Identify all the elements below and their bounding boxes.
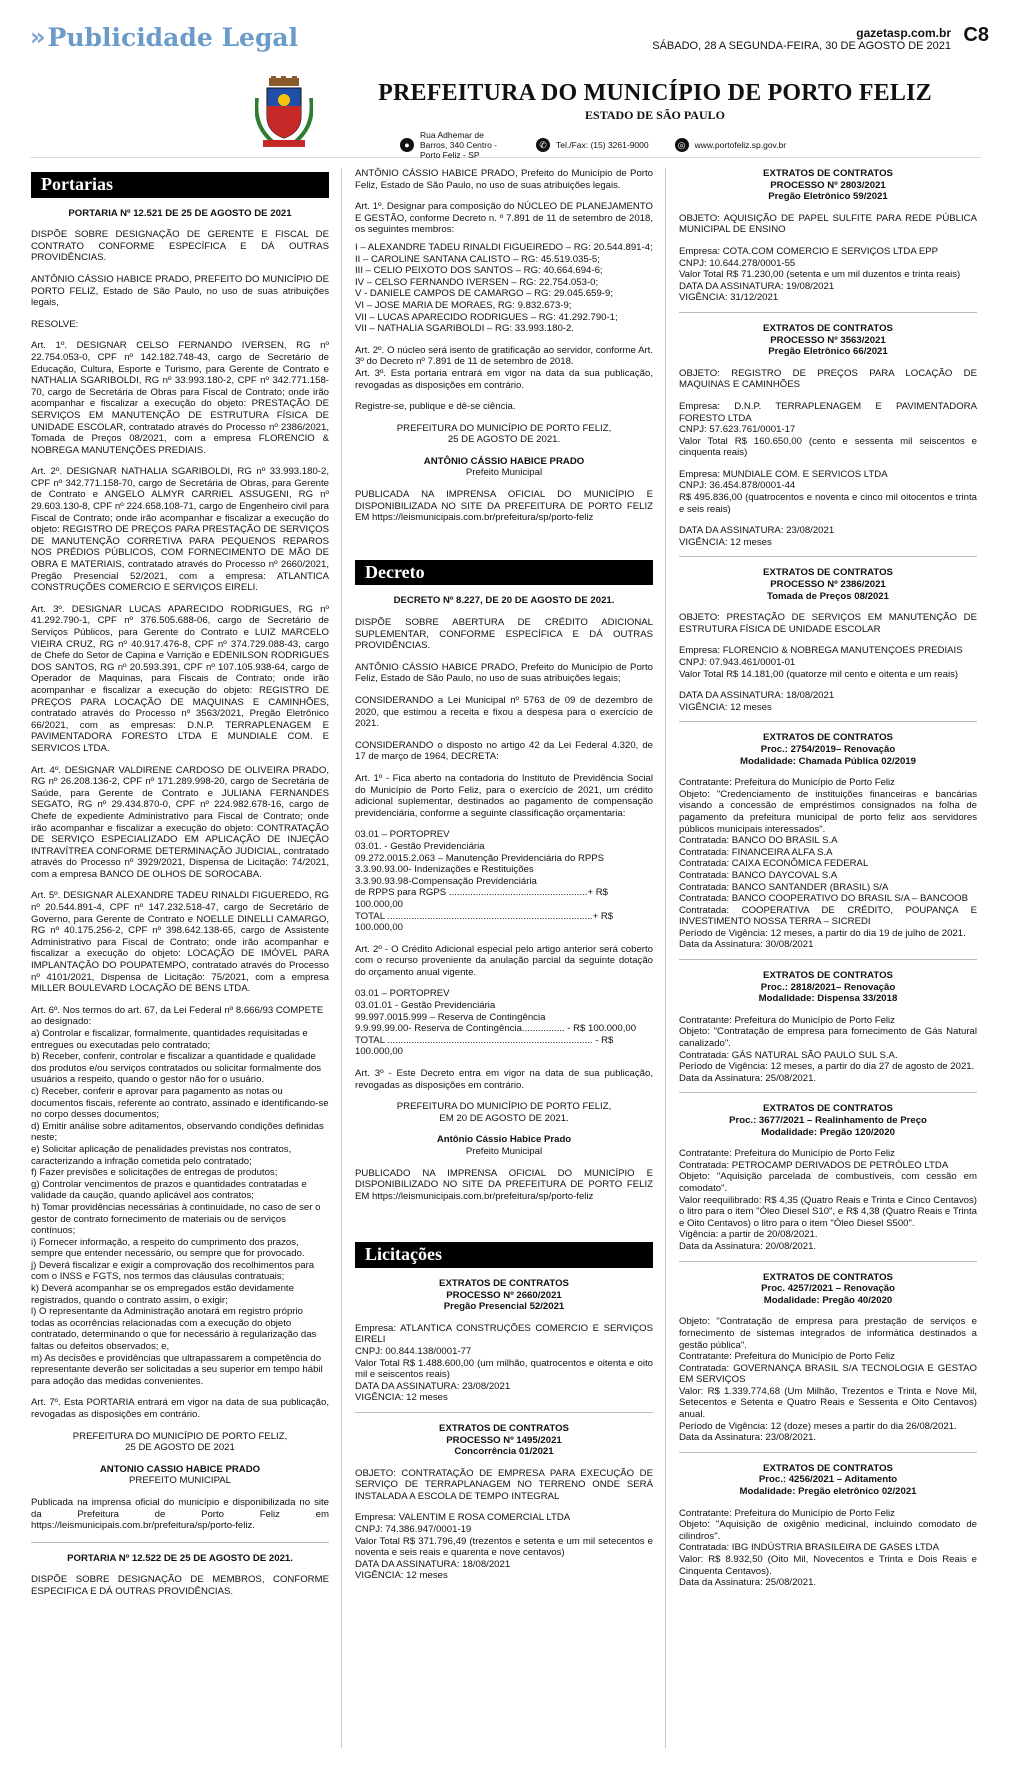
list-item: VII – LUCAS APARECIDO RODRIGUES – RG: 41.292.790-1; [355, 311, 618, 323]
contract-extract [679, 1463, 977, 1589]
extract-modality: Modalidade: Chamada Pública 02/2019 [740, 755, 916, 767]
signature-name: ANTÔNIO CÁSSIO HABICE PRADO [423, 455, 585, 467]
extract-line: Objeto: "Aquisição de oxigênio medicinal, incluindo comodato de cilindros". [679, 1519, 977, 1542]
list-item: m) As decisões e providências que ultrapassarem a competência do representante deverão ser solicitadas a seu superior em tempo hábil para adoção das medidas convenientes. [31, 1352, 323, 1387]
globe-icon: ◎ [675, 138, 689, 152]
contract-extract [679, 168, 977, 304]
extract-object: OBJETO: AQUISIÇÃO DE PAPEL SULFITE PARA REDE PÚBLICA MUNICIPAL DE ENSINO [679, 212, 977, 236]
section-header-decreto: Decreto [355, 560, 653, 586]
extract-object: OBJETO: PRESTAÇÃO DE SERVIÇOS EM MANUTENÇÃO DE ESTRUTURA FÍSICA DE UNIDADE ESCOLAR [679, 612, 977, 635]
municipality-title: PREFEITURA DO MUNICÍPIO DE PORTO FELIZ [378, 80, 932, 106]
extract-line: Contratante: Prefeitura do Município de Porto Feliz [679, 1148, 895, 1160]
list-item: g) Controlar vencimentos de prazos e quantidades contratadas e validade da caução, quando aplicável aos contratos; [31, 1178, 307, 1202]
site-url[interactable]: gazetasp.com.br [856, 26, 951, 40]
article-6-intro: Art. 6º. Nos termos do art. 67, da Lei Federal nº 8.666/93 COMPETE ao designado: [31, 1004, 324, 1028]
extract-line: Período de Vigência: 12 meses, a partir do dia 27 de agosto de 2021. [679, 1061, 975, 1073]
considerando: CONSIDERANDO o disposto no artigo 42 da Lei Federal 4.320, de 17 de março de 1964, DECRETA: [355, 739, 653, 763]
nucleo-members [355, 201, 653, 335]
portaria-heading: PORTARIA Nº 12.521 DE 25 DE AGOSTO DE 2021 [68, 207, 292, 219]
extract-title: EXTRATOS DE CONTRATOS [763, 168, 893, 179]
extract-line: Contratada: BANCO SANTANDER (BRASIL) S/A [679, 881, 889, 893]
extract-line: Empresa: ATLANTICA CONSTRUÇÕES COMERCIO E SERVIÇOS EIRELI [355, 1322, 653, 1346]
extract-line: Valor Total R$ 160.650,00 (cento e sessenta mil seiscentos e cinquenta reais) [679, 435, 977, 459]
extract-object: OBJETO: REGISTRO DE PREÇOS PARA LOCAÇÃO DE MAQUINAS E CAMINHÕES [679, 367, 977, 391]
section-title: Publicidade Legal [47, 22, 299, 52]
extract-line: Contratante: Prefeitura do Município de Porto Feliz [679, 1014, 895, 1026]
budget-table [355, 988, 653, 1058]
column-decreto [355, 168, 653, 1582]
extract-title: EXTRATOS DE CONTRATOS [763, 1271, 893, 1283]
list-item: e) Solicitar aplicação de penalidades previstas nos contratos, caracterizando a infração cometida pelo contratado; [31, 1143, 292, 1167]
portaria-intro: ANTÔNIO CÁSSIO HABICE PRADO, Prefeito do Município de Porto Feliz, Estado de São Paulo, no uso de suas atribuições legais. [355, 168, 653, 191]
signature-date: EM 20 DE AGOSTO DE 2021. [439, 1112, 569, 1124]
extract-line: CNPJ: 57.623.761/0001-17 [679, 424, 796, 436]
extract-line: Valor: R$ 1.339.774,68 (Um Milhão, Trezentos e Trinta e Nove Mil, Setecentos e Setenta e Quatro Reais e Sessenta e Oito Centavos) anual. [679, 1385, 977, 1421]
extract-modality: Modalidade: Pregão 120/2020 [761, 1126, 895, 1138]
divider [31, 1542, 329, 1543]
extract-line: Contratada: IBG INDÚSTRIA BRASILEIRA DE GASES LTDA [679, 1542, 940, 1554]
extract-line: DATA DA ASSINATURA: 23/08/2021 [679, 525, 835, 537]
signature-name: ANTONIO CASSIO HABICE PRADO [99, 1463, 261, 1475]
extract-modality: Modalidade: Dispensa 33/2018 [758, 993, 898, 1005]
extract-process: Proc.: 2754/2019– Renovação [760, 743, 896, 755]
extract-line: Valor Total R$ 1.488.600,00 (um milhão, quatrocentos e oitenta e oito mil e seiscentos reais) [355, 1357, 653, 1381]
signature-role: PREFEITO MUNICIPAL [129, 1475, 231, 1487]
extract-modality: Pregão Eletrônico 66/2021 [768, 346, 888, 358]
budget-line: 3.3.90.93.98-Compensação Previdenciária [355, 875, 537, 887]
extract-modality: Modalidade: Pregão 40/2020 [763, 1294, 893, 1306]
signature-role: Prefeito Municipal [465, 1146, 543, 1157]
portaria-ementa: DISPÕE SOBRE DESIGNAÇÃO DE GERENTE E FISCAL DE CONTRATO CONFORME ESPECÍFICA E DÁ OUTRAS PROVIDÊNCIAS. [31, 229, 329, 264]
budget-line: 3.3.90.93.00- Indenizações e Restituições [355, 864, 534, 876]
extract-modality: Pregão Eletrônico 59/2021 [768, 191, 888, 203]
extract-line: Valor Total R$ 71.230,00 (setenta e um mil duzentos e trinta reais) [679, 269, 961, 281]
extract-line: Contratada: BANCO DAYCOVAL S.A [679, 869, 838, 881]
extract-line: CNPJ: 00.844.138/0001-77 [355, 1345, 472, 1357]
contract-extract [679, 323, 977, 549]
budget-line: de RPPS para RGPS ....................................................+ R$ 100.000,00 [355, 887, 608, 910]
signature-block [31, 1431, 329, 1487]
site-info [652, 27, 951, 53]
budget-total: TOTAL ............................................................................. - R$ 100.000,00 [355, 1034, 614, 1058]
extract-process: Proc. 4257/2021 – Renovação [761, 1283, 895, 1295]
extract-line: Data da Assinatura: 25/08/2021. [679, 1577, 817, 1589]
extract-line: VIGÊNCIA: 12 meses [679, 536, 772, 548]
budget-line: 9.9.99.99.00- Reserva de Contingência................ - R$ 100.000,00 [355, 1023, 637, 1035]
contact-bar [400, 130, 786, 160]
extract-line: Contratada: CAIXA ECONÔMICA FEDERAL [679, 858, 869, 870]
budget-line: 99.997.0015.999 – Reserva de Contingência [355, 1011, 546, 1023]
extract-line: Período de Vigência: 12 meses, a partir do dia 19 de julho de 2021. [679, 927, 966, 939]
extract-line: VIGÊNCIA: 31/12/2021 [679, 292, 779, 304]
double-chevron-icon: » [30, 23, 40, 51]
contract-extract [679, 1272, 977, 1444]
column-divider [341, 168, 342, 1748]
divider [679, 1261, 977, 1262]
signature-block [355, 1101, 653, 1157]
contract-extract [679, 1103, 977, 1252]
extract-object: OBJETO: CONTRATAÇÃO DE EMPRESA PARA EXECUÇÃO DE SERVIÇO DE TERRAPLANAGEM NO TERRENO ONDE SERÁ INSTALADA A ESCOLA DE TEMPO INTEGRAL [355, 1467, 653, 1502]
extract-line: VIGÊNCIA: 12 meses [355, 1392, 448, 1404]
extract-line: Objeto: "Contratação de empresa para fornecimento de Gás Natural canalizado". [679, 1026, 977, 1050]
extract-line: Empresa: D.N.P. TERRAPLENAGEM E PAVIMENTADORA FORESTO LTDA [679, 400, 977, 424]
address-text: Rua Adhemar de Barros, 340 Centro - Porto Feliz - SP [420, 130, 498, 160]
extract-line: Empresa: VALENTIM E ROSA COMERCIAL LTDA [355, 1512, 571, 1524]
municipality-state: ESTADO DE SÃO PAULO [585, 108, 725, 122]
list-item: a) Controlar e fiscalizar, formalmente, quantidades requisitadas e entregues ou executadas pelo contratado; [31, 1028, 308, 1051]
signature-name: Antônio Cássio Habice Prado [436, 1134, 572, 1146]
extract-title: EXTRATOS DE CONTRATOS [763, 1103, 893, 1115]
budget-total: TOTAL .............................................................................+ R$ 100.000,00 [355, 910, 614, 934]
list-item: j) Deverá fiscalizar e exigir a comprovação dos recolhimentos para com o INSS e FGTS, nos termos das cláusulas contratuais; [31, 1259, 315, 1283]
contract-extract [355, 1278, 653, 1404]
article: Art. 2º - O Crédito Adicional especial pelo artigo anterior será coberto com o recurso proveniente da anulação parcial da seguinte dotação do orçamento anual vigente. [355, 943, 653, 978]
extract-line: Valor reequilibrado: R$ 4,35 (Quatro Reais e Trinta e Cinco Centavos) o litro para o item "Óleo Diesel S10", e R$ 4,38 (Quatro Reais e Trinta e Oito Centavos) o litro para o item "Óleo Diesel S500". [679, 1194, 977, 1229]
extract-line: Empresa: MUNDIALE COM. E SERVICOS LTDA [679, 468, 888, 480]
article: Art. 1º. Designar para composição do NÚCLEO DE PLANEJAMENTO E GESTÃO, conforme Decreto n. º 7.891 de 11 de setembro de 2018, os seguintes membros: [355, 201, 653, 236]
list-item: V - DANIELE CAMPOS DE CAMARGO – RG: 29.045.659-9; [355, 288, 614, 300]
decreto-heading: DECRETO Nº 8.227, DE 20 DE AGOSTO DE 2021. [393, 595, 615, 607]
page-number: C8 [963, 24, 989, 46]
extract-line: Data da Assinatura: 20/08/2021. [679, 1240, 817, 1252]
list-item: l) O representante da Administração anotará em registro próprio todas as ocorrências relacionadas com a execução do objeto contratado, determinando o que for necessário à regularização das faltas ou defeitos observados; e, [31, 1306, 317, 1353]
extract-line: CNPJ: 74.386.947/0001-19 [355, 1524, 472, 1536]
portaria-heading: PORTARIA Nº 12.522 DE 25 DE AGOSTO DE 2021. [67, 1552, 293, 1564]
extract-process: Proc.: 3677/2021 – Realinhamento de Preço [729, 1115, 927, 1126]
extract-line: DATA DA ASSINATURA: 19/08/2021 [679, 280, 835, 292]
publication-note: Publicada na imprensa oficial do município e disponibilizada no site da Prefeitura de Porto Feliz em https://leismunicipais.com.br/prefeitura/sp/porto-feliz. [31, 1496, 329, 1532]
considerando: CONSIDERANDO a Lei Municipal nº 5763 de 09 de dezembro de 2020, que estimou a receita e fixou a despesa para o exercício de 2021. [355, 695, 653, 730]
extract-line: Contratante: Prefeitura do Município de Porto Feliz [679, 777, 895, 789]
column-portarias [31, 168, 329, 1608]
decreto-intro: ANTÔNIO CÁSSIO HABICE PRADO, Prefeito do Município de Porto Feliz, Estado de São Paulo, no uso de suas atribuições legais; [355, 661, 653, 685]
extract-line: DATA DA ASSINATURA: 23/08/2021 [355, 1380, 511, 1392]
article: Art. 4º. DESIGNAR VALDIRENE CARDOSO DE OLIVEIRA PRADO, RG nº 26.208.136-2, CPF nº 171.289.998-20, cargo de Secretária de Saúde, para Gerente de Contrato e JULIANA FERNANDES SEGATO, RG nº 29.434.870-0, CPF nº 224.982.678-16, cargo de Chefe de expediente Administrativo para Fiscal de Contrato; onde irão acompanhar e fiscalizar a execução do objeto: CONTRATAÇÃO DE SERVIÇO ESPECIALIZADO EM APLICAÇÃO DE INJEÇÃO INTRAVÍTREA CONFORME DETERMINAÇÃO JUDICIAL, contratado através do Processo nº 3929/2021, Dispensa de Licitação: 74/2021, com a empresa BANCO DE OLHOS DE SOROCABA. [31, 764, 329, 880]
extract-line: Contratada: GOVERNANÇA BRASIL S/A TECNOLOGIA E GESTAO EM SERVIÇOS [679, 1362, 977, 1386]
list-item: b) Receber, conferir, controlar e fiscalizar a quantidade e qualidade dos produtos e/ou serviços contratados ou solicitar formalmente dos usuários a respeito, quando o gestor não for o usuário. [31, 1051, 322, 1086]
edition-date: SÁBADO, 28 A SEGUNDA-FEIRA, 30 DE AGOSTO DE 2021 [652, 40, 951, 52]
list-item: c) Receber, conferir e aprovar para pagamento as notas ou documentos fiscais, referente ao contrato, assinado e identificando-se no corpo desses documentos; [31, 1085, 329, 1121]
signature-place: PREFEITURA DO MUNICÍPIO DE PORTO FELIZ, [72, 1430, 288, 1442]
budget-line: 03.01 – PORTOPREV [355, 829, 450, 841]
list-item: VI – JOSE MARIA DE MORAES, RG: 9.832.673-9; [355, 299, 572, 311]
extract-line: Contratante: Prefeitura do Município de Porto Feliz [679, 1507, 895, 1519]
extract-line: DATA DA ASSINATURA: 18/08/2021 [355, 1558, 511, 1570]
signature-place: PREFEITURA DO MUNICÍPIO DE PORTO FELIZ, [396, 1101, 612, 1113]
contract-extract [679, 970, 977, 1084]
extract-line: Objeto: "Aquisição parcelada de combustíveis, com cessão em comodato". [679, 1171, 977, 1194]
divider [679, 1092, 977, 1093]
decreto-ementa: DISPÕE SOBRE ABERTURA DE CRÉDITO ADICIONAL SUPLEMENTAR, CONFORME ESPECÍFICA E DÁ OUTRAS PROVIDÊNCIAS. [355, 617, 653, 652]
budget-line: 03.01. - Gestão Previdenciária [355, 840, 485, 852]
column-divider [665, 168, 666, 1748]
extract-line: VIGÊNCIA: 12 meses [679, 701, 772, 713]
extract-title: EXTRATOS DE CONTRATOS [763, 1462, 893, 1474]
extract-line: CNPJ: 07.943.461/0001-01 [679, 657, 796, 668]
extract-line: Contratada: COOPERATIVA DE CRÉDITO, POUPANÇA E INVESTIMENTO NOSSA TERRA – SICREDI [679, 904, 977, 928]
extract-line: VIGÊNCIA: 12 meses [355, 1570, 448, 1582]
extract-process: PROCESSO Nº 2386/2021 [770, 579, 886, 591]
phone-contact [536, 130, 649, 160]
extract-line: Data da Assinatura: 30/08/2021 [679, 939, 814, 951]
divider [679, 1452, 977, 1453]
extract-title: EXTRATOS DE CONTRATOS [763, 322, 893, 334]
publication-note: PUBLICADA NA IMPRENSA OFICIAL DO MUNICÍPIO E DISPONIBILIZADA NO SITE DA PREFEITURA DE PORTO FELIZ EM https://leismunicipais.com.br/prefeitura/sp/porto-feliz [355, 489, 653, 524]
extract-modality: Pregão Presencial 52/2021 [443, 1301, 565, 1313]
extract-line: Contratada: FINANCEIRA ALFA S.A [679, 846, 833, 858]
extract-process: Proc.: 2818/2021– Renovação [760, 981, 896, 993]
extract-modality: Concorrência 01/2021 [454, 1446, 554, 1458]
extract-line: DATA DA ASSINATURA: 18/08/2021 [679, 690, 835, 702]
budget-line: 09.272.0015.2.063 – Manutenção Previdenciária do RPPS [355, 852, 605, 864]
extract-process: Proc.: 4256/2021 – Aditamento [758, 1474, 898, 1486]
extract-line: Valor: R$ 8.932,50 (Oito Mil, Novecentos e Trinta e Dois Reais e Cinquenta Centavos). [679, 1554, 977, 1577]
article: Art. 1º - Fica aberto na contadoria do Instituto de Previdência Social do Município de Porto Feliz, para o exercício de 2021, um crédito adicional suplementar, destinados ao pagamento de compensação previdenciária, conforme a seguinte classificação orçamentaria: [355, 772, 653, 819]
list-item: d) Emitir análise sobre aditamentos, observando condições definidas neste; [31, 1120, 324, 1144]
article: Art. 3º. DESIGNAR LUCAS APARECIDO RODRIGUES, RG nº 41.292.790-1, CPF nº 376.505.688-06, cargo de Secretário de Serviços Públicos, para Gerente do Contrato e LUIZ MARCELO VIEIRA CRUZ, RG nº 40.917.476-8, CPF nº 374.729.088-43, cargo de Chefe do Setor de Capina e Varrição e EDENILSON RODRIGUES DOS SANTOS, RG nº 20.593.391, CPF nº 107.105.938-64, cargo de Operador de Maquinas, para Fiscais de Contrato; onde irão acompanhar e fiscalizar a execução do objeto: REGISTRO DE PREÇOS PARA LOCAÇÃO DE MAQUINAS E CAMINHÕES, contratado através do Processo nº 3563/2021, Pregão Eletrônico 66/2021, com as empresas: D.N.P. TERRAPLENAGEM E PAVIMENTADORA FORESTO LTDA E MUNDIALE COM. E SERVICOS LTDA. [31, 603, 329, 754]
article: Art. 3º. Esta portaria entrará em vigor na data da sua publicação, revogadas as disposições em contrário. [355, 367, 653, 391]
extract-line: Empresa: FLORENCIO & NOBREGA MANUTENÇOES PREDIAIS [679, 645, 963, 657]
signature-role: Prefeito Municipal [465, 467, 543, 479]
extract-line: Contratada: PETROCAMP DERIVADOS DE PETRÓLEO LTDA [679, 1159, 949, 1171]
signature-date: 25 DE AGOSTO DE 2021 [125, 1442, 235, 1454]
list-item: VII – NATHALIA SGARIBOLDI – RG: 33.993.180-2. [355, 323, 574, 335]
extract-modality: Modalidade: Pregão eletrônico 02/2021 [739, 1486, 917, 1498]
extract-title: EXTRATOS DE CONTRATOS [439, 1422, 569, 1434]
article: Art. 3º - Este Decreto entra em vigor na data de sua publicação, revogadas as disposições em contrário. [355, 1068, 653, 1091]
divider [679, 556, 977, 557]
extract-line: Valor Total R$ 371.796,49 (trezentos e setenta e um mil setecentos e noventa e seis reais e quarenta e nove centavos) [355, 1535, 653, 1559]
divider [679, 721, 977, 722]
section-header-portarias: Portarias [31, 172, 329, 198]
extract-line: Data da Assinatura: 25/08/2021. [679, 1072, 817, 1084]
signature-place: PREFEITURA DO MUNICÍPIO DE PORTO FELIZ, [396, 422, 612, 434]
extract-line: Data da Assinatura: 23/08/2021. [679, 1432, 817, 1444]
contract-extract [355, 1423, 653, 1582]
extract-title: EXTRATOS DE CONTRATOS [439, 1277, 569, 1289]
closing-note: Registre-se, publique e dê-se ciência. [355, 401, 516, 413]
divider [355, 1412, 653, 1413]
extract-line: Empresa: COTA.COM COMERCIO E SERVIÇOS LTDA EPP [679, 245, 939, 257]
column-extratos [679, 168, 977, 1589]
list-item: IV – CELSO FERNANDO IVERSEN – RG: 22.754.053-0; [355, 276, 599, 288]
extract-line: Período de Vigência: 12 (doze) meses a partir do dia 26/08/2021. [679, 1420, 957, 1432]
extract-title: EXTRATOS DE CONTRATOS [763, 567, 893, 579]
municipality-header [30, 72, 981, 158]
extract-line: Valor Total R$ 14.181,00 (quatorze mil cento e oitenta e um reais) [679, 668, 959, 680]
extract-line: Contratante: Prefeitura do Município de Porto Feliz [679, 1351, 895, 1363]
extract-process: PROCESSO Nº 2660/2021 [446, 1289, 562, 1301]
publication-note: PUBLICADO NA IMPRENSA OFICIAL DO MUNICÍPIO E DISPONIBILIZADO NO SITE DA PREFEITURA DE PORTO FELIZ EM https://leismunicipais.com.br/prefeitura/sp/porto-feliz [355, 1167, 653, 1202]
location-pin-icon: ● [400, 138, 414, 152]
extract-title: EXTRATOS DE CONTRATOS [763, 732, 893, 744]
extract-line: Contratada: BANCO DO BRASIL S.A [679, 835, 838, 847]
extract-line: Contratada: BANCO COOPERATIVO DO BRASIL S/A – BANCOOB [679, 893, 968, 905]
extract-title: EXTRATOS DE CONTRATOS [763, 970, 893, 982]
budget-line: 03.01.01 - Gestão Previdenciária [355, 1000, 496, 1012]
signature-date: 25 DE AGOSTO DE 2021. [447, 434, 561, 446]
budget-table [355, 829, 653, 933]
divider [679, 312, 977, 313]
address-contact [400, 130, 510, 160]
extract-line: Vigência: a partir de 20/08/2021. [679, 1229, 818, 1241]
extract-line: R$ 495.836,00 (quatrocentos e noventa e cinco mil oitocentos e trinta e seis reais) [679, 492, 977, 515]
extract-line: Contratada: GÁS NATURAL SÃO PAULO SUL S.A. [679, 1049, 898, 1061]
portaria-ementa: DISPÕE SOBRE DESIGNAÇÃO DE MEMBROS, CONFORME ESPECIFICA E DÁ OUTRAS PROVIDÊNCIAS. [31, 1574, 329, 1597]
top-bar [0, 0, 1011, 58]
list-item: III – CELIO PEIXOTO DOS SANTOS – RG: 40.664.694-6; [355, 265, 603, 277]
extract-process: PROCESSO Nº 1495/2021 [446, 1434, 562, 1446]
article: Art. 2º. O núcleo será isento de gratificação ao servidor, conforme Art. 3º do Decreto nº 7.891 de 11 de setembro de 2018. [355, 344, 653, 368]
signature-block [355, 423, 653, 479]
phone-icon: ✆ [536, 138, 550, 152]
list-item: k) Deverá acompanhar se os empregados estão devidamente registrados, quando o contrato assim, o exigir; [31, 1283, 294, 1306]
extract-line: CNPJ: 36.454.878/0001-44 [679, 480, 796, 492]
list-item: f) Fazer previsões e solicitações de entregas de produtos; [31, 1167, 278, 1179]
section-header-licitacoes: Licitações [355, 1242, 653, 1268]
web-text[interactable]: www.portofeliz.sp.gov.br [694, 140, 787, 150]
phone-text: Tel./Fax: (15) 3261-9000 [556, 140, 649, 150]
portaria-resolve: RESOLVE: [31, 318, 79, 330]
budget-line: 03.01 – PORTOPREV [355, 988, 450, 1000]
extract-line: CNPJ: 10.644.278/0001-55 [679, 257, 796, 269]
extract-process: PROCESSO Nº 2803/2021 [770, 179, 886, 191]
contract-extract [679, 567, 977, 713]
article: Art. 5º. DESIGNAR ALEXANDRE TADEU RINALDI FIGUEREDO, RG nº 20.544.891-4, CPF nº 147.232.518-47, cargo de Secretário de Governo, para Gerente de Contrato e NOELLE DINELLI CAMARGO, RG nº 40.175.256-2, CPF nº 398.642.138-65, cargo de Assistente Administrativo para Fiscal de Contrato; onde irão acompanhar e fiscalizar a execução do objeto: LOCAÇÃO DE IMÓVEL PARA IMPLANTAÇÃO DO POUPATEMPO, contratado através do Processo nº 4101/2021, Dispensa de Licitação: 75/2021, com a empresa MILLER BOULEVARD LOCAÇÃO DE BENS LTDA. [31, 890, 329, 995]
contract-extract [679, 732, 977, 951]
extract-line: Objeto: "Contratação de empresa para prestação de serviços e fornecimento de sistemas integrados de informática destinados a gestão pública". [679, 1316, 977, 1351]
list-item: h) Tomar providências necessárias à continuidade, no caso de ser o gestor de contrato fornecimento de materiais ou de serviços contínuos; [31, 1201, 321, 1237]
article: Art. 2º. DESIGNAR NATHALIA SGARIBOLDI, RG nº 33.993.180-2, CPF nº 342.771.158-70, cargo de Secretária de Obras, para Gerente de Contrato e ANGELO ALMYR CARRIEL ASSUGENI, RG nº 29.603.130-8, CPF nº 224.658.108-71, cargo de Engenheiro civil para Fiscal de Contrato; onde irão acompanhar e fiscalizar a execução do objeto: REGISTRO DE PREÇOS PARA PRESTAÇÃO DE SERVIÇOS DE MANUTENÇÃO CORRETIVA PARA PEQUENOS REPAROS NOS PRÉDIOS PÚBLICOS, COM FORNECIMENTO DE MÃO DE OBRA E MATERIAIS, contratado através do Processo nº 2660/2021, Pregão Presencial 52/2021, com a empresa: ATLANTICA CONSTRUÇÕES COMERCIO E SERVIÇOS EIRELI. [31, 466, 329, 594]
article: Art. 1º. DESIGNAR CELSO FERNANDO IVERSEN, RG nº 22.754.053-0, CPF nº 142.182.748-43, cargo de Secretário de Educação, Cultura, Esporte e Turismo, para Gerente de Contrato e NATHALIA SGARIBOLDI, RG nº 33.993.180-2, CPF nº 342.771.158-70, cargo de Secretária de Obras para Fiscal de Contrato; onde irão acompanhar e fiscalizar a execução do objeto: PRESTAÇÃO DE SERVIÇOS EM MANUTENÇÃO DE ESTRUTURA FÍSICA DE UNIDADE ESCOLAR, contratado através do Processo nº 2386/2021, Tomada de Preços 08/2021, com a empresa FLORENCIO & NOBREGA MANUTENÇÕES PREDIAIS. [31, 340, 329, 456]
list-item: I – ALEXANDRE TADEU RINALDI FIGUEIREDO – RG: 20.544.891-4; [355, 241, 653, 253]
portaria-intro: ANTÔNIO CÁSSIO HABICE PRADO, PREFEITO DO MUNICÍPIO DE PORTO FELIZ, Estado de São Paulo, no uso de suas atribuições legais, [31, 273, 329, 309]
web-contact [675, 130, 787, 160]
article-6 [31, 1005, 329, 1388]
list-item: i) Fornecer informação, a respeito do cumprimento dos prazos, sempre que entender necessário, ou sempre que for provocado. [31, 1236, 305, 1260]
extract-process: PROCESSO Nº 3563/2021 [770, 334, 886, 346]
divider [679, 959, 977, 960]
extract-line: Objeto: "Credenciamento de instituições financeiras e bancárias visando a concessão de empréstimos consignados na folha de pagamento da prefeitura municipal de porto feliz aos servidores públicos municipais interessados". [679, 788, 977, 835]
section-brand [30, 22, 298, 52]
extract-modality: Tomada de Preços 08/2021 [767, 590, 889, 602]
coat-of-arms-icon [255, 76, 313, 150]
article: Art. 7º. Esta PORTARIA entrará em vigor na data de sua publicação, revogadas as disposições em contrário. [31, 1397, 329, 1420]
list-item: II – CAROLINE SANTANA CALISTO – RG: 45.519.035-5; [355, 253, 600, 265]
